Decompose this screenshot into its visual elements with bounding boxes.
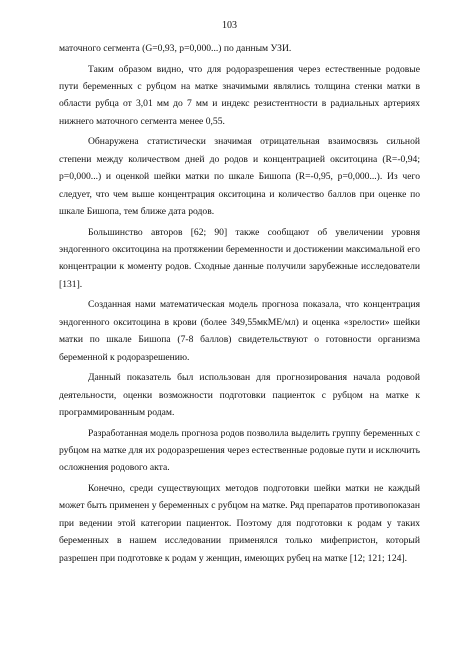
paragraph-6: Данный показатель был использован для прогнозирования начала родовой деятельности, оценки возможности подготовки пациенток с рубцом на матке к программированным родам. [59, 372, 420, 419]
paragraph-7: Разработанная модель прогноза родов позволила выделить группу беременных с рубцом на матке для их родоразрешения через естественные родовые пути и исключить осложнения родового акта. [59, 427, 420, 474]
paragraph-4: Большинство авторов [62; 90] также сообщают об увеличении уровня эндогенного окситоцина на протяжении беременности и достижении максимальной его концентрации к моменту родов. Сходные данные получили зарубежные исследователи [131]. [59, 226, 420, 290]
page-content [59, 40, 420, 567]
paragraph-5: Созданная нами математическая модель прогноза показала, что концентрация эндогенного окситоцина в крови (более 349,55мкМЕ/мл) и оценка «зрелости» шейки матки по шкале Бишопа (7-8 баллов) свидетельствуют о готовности организма беременной к родоразрешению. [59, 299, 420, 363]
paragraph-2: Таким образом видно, что для родоразрешения через естественные родовые пути беременных с рубцом на матке значимыми являлись толщина стенки матки в области рубца от 3,01 мм до 7 мм и индекс резистентности в радиальных артериях нижнего маточного сегмента менее 0,55. [59, 63, 420, 127]
page-number: 103 [222, 20, 237, 31]
paragraph-3: Обнаружена статистически значимая отрицательная взаимосвязь сильной степени между количеством дней до родов и концентрацией окситоцина (R=-0,94; p=0,000...) и оценкой шейки матки по шкале Бишопа (R=-0,95, p=0,000...). Из чего следует, что чем выше концентрация окситоцина и количество баллов при оценке по шкале Бишопа, тем ближе дата родов. [59, 136, 420, 218]
paragraph-1: маточного сегмента (G=0,93, p=0,000...) по данным УЗИ. [59, 43, 292, 54]
paragraph-8: Конечно, среди существующих методов подготовки шейки матки не каждый может быть применен у беременных с рубцом на матке. Ряд препаратов противопоказан при ведении этой категории пациенток. Поэтому для подготовки к родам у таких беременных в нашем исследовании применялся только мифепристон, который разрешен при подготовке к родам у женщин, имеющих рубец на матке [12; 121; 124]. [59, 483, 420, 564]
